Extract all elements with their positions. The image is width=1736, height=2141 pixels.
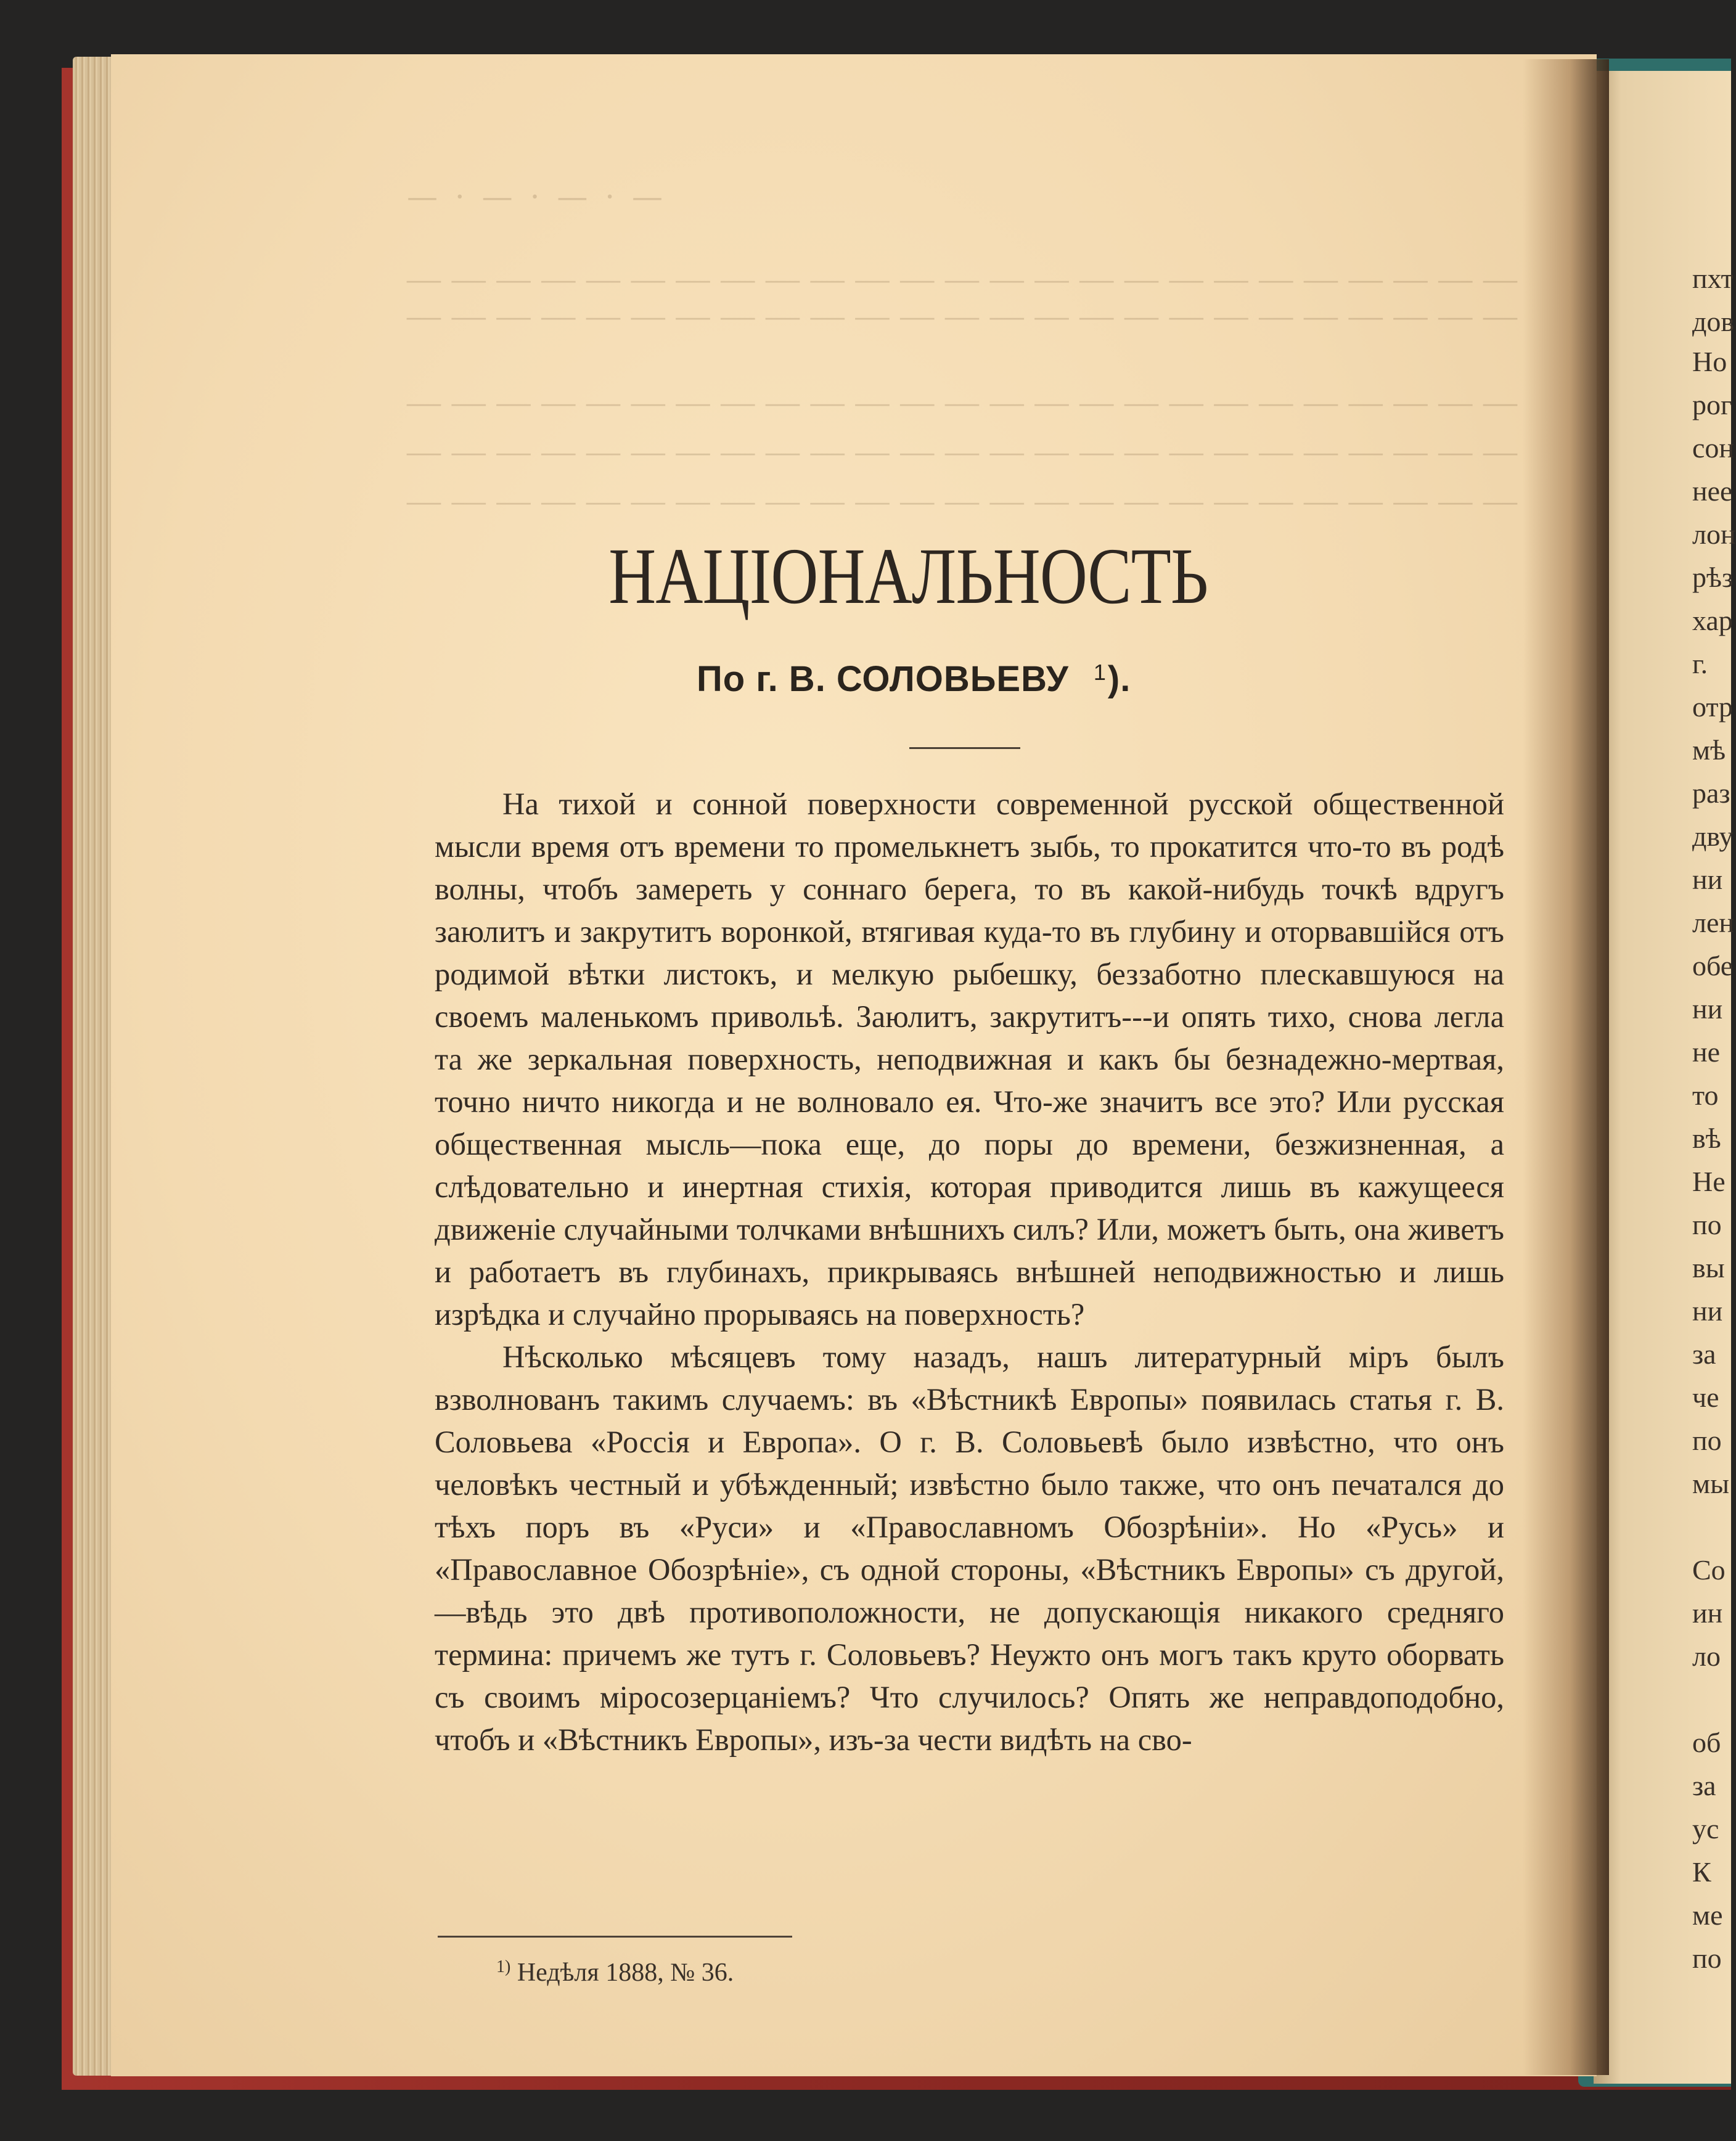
bleed-through-line: — — — — — — — — — — — — — — — — — — — — — — — — — [407, 297, 1518, 334]
right-page-fragment: дов [1692, 306, 1735, 337]
footnote [496, 1957, 734, 1987]
right-page-fragment: обе [1692, 950, 1734, 981]
footnote-number: 1) [496, 1957, 511, 1976]
right-page-fragment: ло [1692, 1640, 1721, 1672]
right-page-fragment: отр [1692, 691, 1734, 723]
right-page-fragment: лен [1692, 907, 1734, 938]
article-subtitle [697, 658, 1131, 708]
footnote-text: Недѣля 1888, № 36. [517, 1959, 734, 1987]
right-page-fragment: Со [1692, 1554, 1726, 1586]
right-page-fragment: ни [1692, 864, 1723, 895]
bleed-through-line: — — — — — — — — — — — — — — — — — — — — — — — — — [407, 383, 1518, 420]
right-page-fragment: за [1692, 1338, 1716, 1370]
right-page-fragment: раз [1692, 777, 1730, 809]
bleed-through-line: — — — — — — — — — — — — — — — — — — — — — — — — — [407, 260, 1518, 297]
right-page-fragment: вѣ [1692, 1123, 1721, 1154]
right-page-fragment: мѣ [1692, 734, 1726, 766]
right-page-fragment: ин [1692, 1597, 1723, 1629]
right-page-fragment: пхт [1692, 263, 1734, 294]
right-page-fragment: ни [1692, 1295, 1723, 1327]
right-page-fragment: че [1692, 1382, 1719, 1413]
right-page-fragment: по [1692, 1942, 1722, 1974]
right-page-fragment: г. [1692, 648, 1708, 679]
footnote-rule [438, 1936, 792, 1938]
right-page-fragment: ме [1692, 1899, 1723, 1931]
paragraph-2: Нѣсколько мѣсяцевъ тому назадъ, нашъ литературный мiръ былъ взволнованъ такимъ случаемъ: въ «Вѣстникѣ Европы» появилась статья г. В. Соловьева «Россiя и Европа». О г. В. Соловьевѣ было извѣстно, что онъ человѣкъ честный и убѣжденный; извѣстно было также, что онъ печатался до тѣхъ поръ въ «Руси» и «Православномъ Обозрѣнiи». Но «Русь» и «Православное Обозрѣнiе», съ одной стороны, «Вѣстникъ Европы» съ другой,—вѣдь это двѣ противоположности, не допускающiя никакого средняго термина: причемъ же тутъ г. Соловьевъ? Неужто онъ могъ такъ круто оборвать съ своимъ мiросозерцанiемъ? Что случилось? Опять же неправдоподобно, чтобъ и «Вѣстникъ Европы», изъ-за чести видѣть на сво- [435, 1340, 1504, 1757]
right-page-fragment: лон [1692, 518, 1736, 550]
bleed-through-running-head: — · — · — · — [407, 179, 667, 215]
right-page-fragment: К [1692, 1856, 1711, 1888]
right-page-fragment: Но [1692, 346, 1727, 377]
right-page-fragment: ус [1692, 1813, 1719, 1844]
right-page-fragment: об [1692, 1727, 1721, 1758]
footnote-mark: 1 [1093, 660, 1107, 685]
right-page-fragment: по [1692, 1209, 1722, 1240]
right-page-fragment: ни [1692, 993, 1723, 1025]
paragraph-1: На тихой и сонной поверхности современной русской общественной мысли время отъ времени то промелькнетъ зыбь, то прокатится что-то въ родѣ волны, чтобъ замереть у соннаго берега, то въ какой-нибудь точкѣ вдругъ заюлитъ и закрутитъ воронкой, втягивая куда-то въ глубину и оторвавшiйся отъ родимой вѣтки листокъ, и мелкую рыбешку, беззаботно плескавшуюся на своемъ маленькомъ привольѣ. Заюлитъ, закрутитъ---и опять тихо, снова легла та же зеркальная поверхность, неподвижная и какъ бы безнадежно-мертвая, точно ничто никогда и не волновало ея. Что-же значитъ все это? Или русская общественная мысль—пока еще, до поры до времени, безжизненная, а слѣдовательно и инертная стихiя, которая приводится лишь въ кажущееся движенiе случайными толчками внѣшнихъ силъ? Или, можетъ быть, она живетъ и работаетъ въ глубинахъ, прикрываясь внѣшней неподвижностью и лишь изрѣдка и случайно прорываясь на поверхность? [435, 787, 1504, 1332]
right-page-fragment: Не [1692, 1166, 1726, 1197]
subtitle-text: По г. В. СОЛОВЬЕВУ [697, 659, 1069, 699]
subtitle-close: ). [1107, 659, 1131, 699]
bleed-through-line: — — — — — — — — — — — — — — — — — — — — — — — — — [407, 432, 1518, 470]
article-title: НАЦIОНАЛЬНОСТЬ [608, 532, 1208, 621]
right-page-fragment: рѣз [1692, 562, 1734, 593]
article-body [435, 783, 1504, 1761]
right-page-fragment: то [1692, 1079, 1719, 1111]
right-page-fragment: вы [1692, 1252, 1725, 1283]
right-page-fragment: хар [1692, 605, 1733, 636]
bleed-through-line: — — — — — — — — — — — — — — — — — — — — — — — — — [407, 481, 1518, 519]
right-page-fragment: мы [1692, 1468, 1730, 1499]
title-rule [909, 747, 1020, 749]
right-page-fragment: дву [1692, 821, 1734, 852]
right-page-fragment: за [1692, 1770, 1716, 1801]
page-gutter-shadow [1523, 59, 1609, 2075]
right-page-fragment: рог [1692, 389, 1732, 420]
right-page-fragment: нее [1692, 475, 1733, 507]
right-page-fragment: по [1692, 1425, 1722, 1456]
right-page-fragment: не [1692, 1036, 1721, 1068]
right-page-fragment: сон [1692, 432, 1735, 464]
